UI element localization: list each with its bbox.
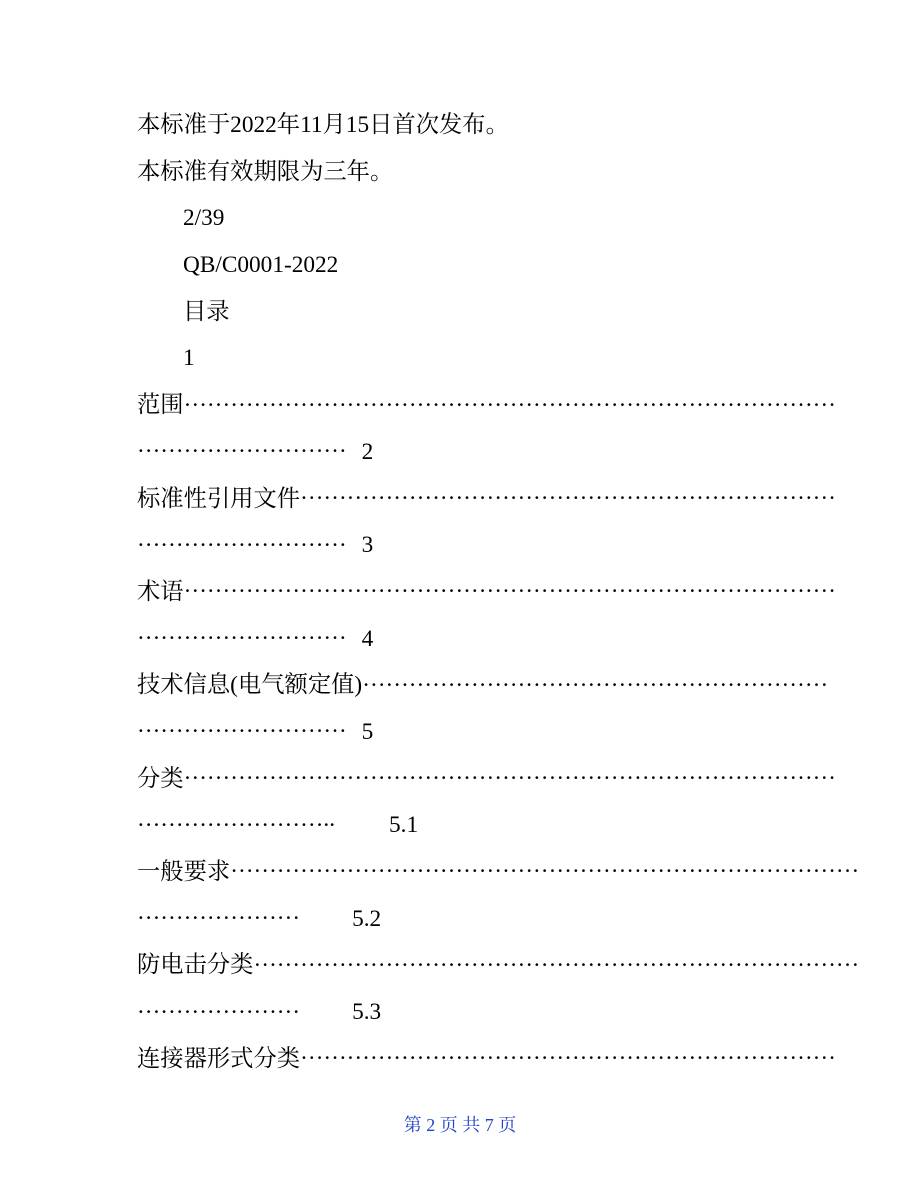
toc-continuation-row: [137, 802, 789, 849]
toc-page-number: 3: [361, 532, 374, 559]
dot-leader: …………………………………………………………………………: [183, 385, 836, 412]
toc-entry: [137, 569, 836, 662]
toc-page-number: 5.2: [352, 905, 382, 932]
toc-page-number: 2: [361, 438, 374, 465]
toc-page-number: 5.1: [389, 812, 419, 839]
toc-title: 一般要求: [137, 859, 231, 885]
toc-entry: [137, 756, 836, 849]
toc-title: 技术信息(电气额定值): [137, 672, 363, 699]
section-number: 1: [183, 345, 195, 372]
dot-leader: ……………………………………………………: [362, 665, 829, 692]
toc-title-row: [137, 662, 829, 709]
validity-notice: 本标准有效期限为三年。: [137, 158, 394, 185]
toc-title: 防电击分类: [137, 952, 254, 979]
dot-leader: ……………………………………………………………: [300, 478, 836, 505]
dot-leader: …………………………………………………………………………: [183, 759, 836, 786]
dot-leader: ………………………: [137, 712, 347, 739]
toc-title-row: [137, 382, 836, 429]
toc-title-row: [137, 1036, 836, 1083]
dot-leader: ………………………: [137, 432, 347, 459]
dot-leader: ………………………: [137, 525, 347, 552]
release-notice: 本标准于2022年11月15日首次发布。: [137, 112, 509, 138]
toc-page-number: 4: [361, 625, 374, 652]
toc-title-row: [137, 942, 860, 989]
toc-title: 连接器形式分类: [137, 1045, 301, 1072]
toc-entry: [137, 382, 836, 475]
dot-leader: …………………: [137, 992, 301, 1019]
toc-continuation-row: [137, 522, 789, 569]
toc-title-row: [137, 476, 836, 523]
page-footer: 第 2 页 共 7 页: [403, 1115, 517, 1135]
dot-leader: ……………………..: [137, 805, 336, 832]
toc-continuation-row: [137, 616, 789, 663]
toc-title-row: [137, 756, 836, 803]
toc-title: 分类: [137, 765, 184, 792]
toc-entry: [137, 849, 860, 942]
toc-page-number: 5: [361, 718, 374, 745]
toc-title: 术语: [137, 578, 184, 605]
toc-title: 范围: [137, 392, 184, 419]
toc-title-row: [137, 569, 836, 616]
toc-entry: [137, 662, 829, 755]
toc-entry: [137, 1036, 836, 1083]
dot-leader: ……………………………………………………………: [300, 1039, 836, 1066]
toc-continuation-row: [137, 709, 789, 756]
toc-heading: 目录: [183, 298, 230, 325]
toc-title: 标准性引用文件: [137, 485, 301, 512]
page-reference: 2/39: [183, 205, 225, 232]
dot-leader: ………………………: [137, 619, 347, 646]
standard-code: QB/C0001-2022: [183, 252, 339, 279]
toc-continuation-row: [137, 429, 789, 476]
dot-leader: ………………………………………………………………………: [230, 852, 860, 879]
toc-entry: [137, 942, 860, 1035]
toc-title-row: [137, 849, 860, 896]
toc-entry: [137, 476, 836, 569]
toc-continuation-row: [137, 896, 789, 943]
document-page: [137, 102, 860, 1082]
dot-leader: …………………………………………………………………………: [183, 572, 836, 599]
dot-leader: ……………………………………………………………………: [253, 945, 860, 972]
toc-page-number: 5.3: [352, 999, 382, 1026]
dot-leader: …………………: [137, 899, 301, 926]
toc-continuation-row: [137, 989, 789, 1036]
